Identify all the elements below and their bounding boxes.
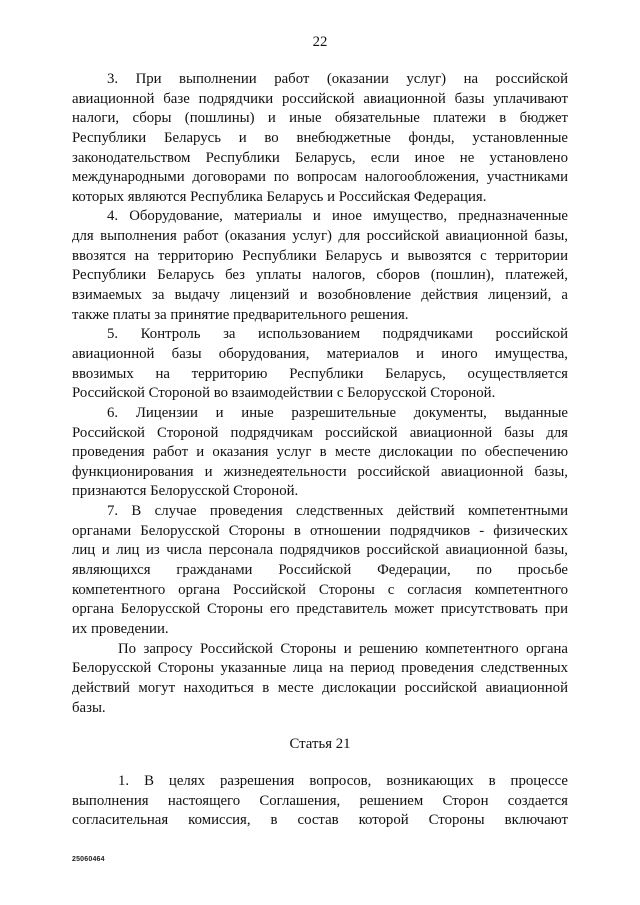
text-line: выполнения настоящего Соглашения, решением Сторон создается (72, 792, 568, 809)
text-line: 7. В случае проведения следственных действий компетентными (107, 503, 568, 520)
text-line: для выполнения работ (оказания услуг) для российской авиационной базы, (72, 228, 568, 245)
text-line: законодательством Республики Беларусь, если иное не установлено (72, 149, 568, 166)
text-line: авиационной базы оборудования, материалов и иного имущества, (72, 345, 568, 362)
paragraph-5 (72, 325, 568, 404)
article-paragraph-1 (72, 772, 568, 831)
text-line: 5. Контроль за использованием подрядчиками российской (107, 326, 568, 343)
text-line: согласительная комиссия, в состав которой Стороны включают (72, 812, 568, 829)
text-line: функционирования и жизнедеятельности российской авиационной базы, (72, 463, 568, 480)
paragraph-request (72, 640, 568, 719)
text-line: их проведении. (72, 620, 169, 637)
text-line: 3. При выполнении работ (оказании услуг) на российской (107, 71, 568, 87)
text-line: Республики Беларусь без уплаты налогов, сборов (пошлин), платежей, (72, 267, 568, 284)
text-line: проведения работ и оказания услуг в месте дислокации по обеспечению (72, 444, 568, 461)
paragraph-3 (72, 70, 568, 207)
text-line: авиационной базе подрядчики российской авиационной базы уплачивают (72, 90, 568, 107)
text-line: 6. Лицензии и иные разрешительные документы, выданные (107, 404, 568, 421)
text-line: базы. (72, 699, 106, 716)
document-body (72, 70, 568, 718)
text-line: которых являются Республика Беларусь и Российская Федерация. (72, 188, 487, 205)
text-line: взимаемых за выдачу лицензий и возобновление действия лицензий, а (72, 287, 568, 304)
article-heading: Статья 21 (289, 736, 351, 752)
text-line: ввозятся на территорию Республики Беларусь и вывозятся с территории (72, 247, 568, 264)
text-line: органами Белорусской Стороны в отношении подрядчиков - физических (72, 522, 568, 539)
text-line: действий могут находиться в месте дислокации российской авиационной (72, 679, 568, 696)
text-line: ввозимых на территорию Республики Беларусь, осуществляется (72, 365, 568, 382)
paragraph-6 (72, 404, 568, 502)
text-line: компетентного органа Российской Стороны с согласия компетентного (72, 581, 568, 598)
paragraph-7 (72, 502, 568, 639)
text-line: 1. В целях разрешения вопросов, возникающих в процессе (118, 773, 568, 789)
text-line: По запросу Российской Стороны и решению компетентного органа (118, 640, 568, 657)
article-body (72, 772, 568, 831)
document-code: 25060464 (72, 856, 105, 863)
text-line: признаются Белорусской Стороной. (72, 483, 299, 500)
text-line: Белорусской Стороны указанные лица на период проведения следственных (72, 660, 568, 677)
text-line: лиц и лиц из числа персонала подрядчиков российской авиационной базы, (72, 542, 568, 559)
page-number: 22 (312, 34, 328, 50)
text-line: Республики Беларусь и во внебюджетные фонды, установленные (72, 129, 568, 146)
paragraph-4 (72, 207, 568, 325)
text-line: также платы за принятие предварительного решения. (72, 306, 409, 323)
text-line: органа Белорусской Стороны его представитель может присутствовать при (72, 601, 568, 618)
text-line: международными договорами по вопросам налогообложения, участниками (72, 169, 568, 186)
text-line: 4. Оборудование, материалы и иное имущество, предназначенные (107, 208, 568, 225)
text-line: являющихся гражданами Российской Федерации, по просьбе (72, 562, 568, 579)
text-line: Российской Стороной подрядчикам российской авиационной базы для (72, 424, 568, 441)
text-line: налоги, сборы (пошлины) и иные обязательные платежи в бюджет (72, 110, 568, 127)
text-line: Российской Стороной во взаимодействии с Белорусской Стороной. (72, 385, 496, 402)
